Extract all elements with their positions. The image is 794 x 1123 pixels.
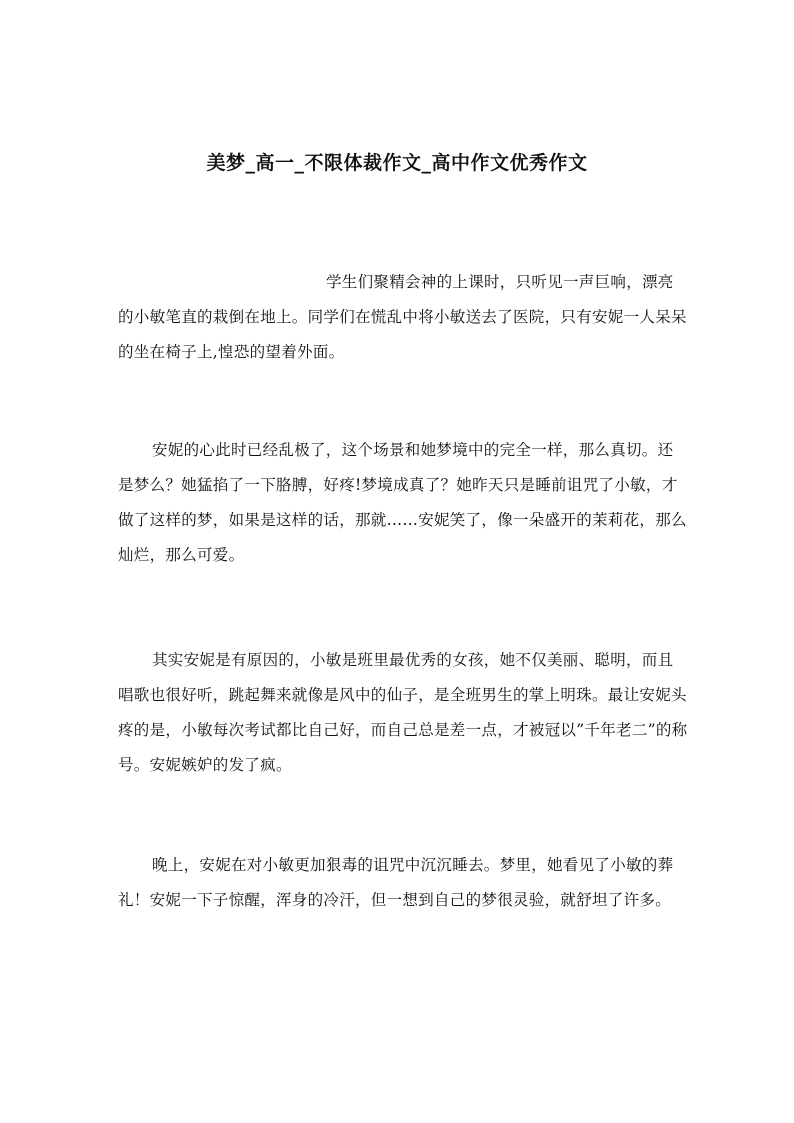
paragraph-1: 学生们聚精会神的上课时，只听见一声巨响，漂亮的小敏笔直的栽倒在地上。同学们在慌乱中将小敏送去了医院，只有安妮一人呆呆的坐在椅子上,惶恐的望着外面。: [118, 273, 687, 361]
paragraph-3: 其实安妮是有原因的，小敏是班里最优秀的女孩，她不仅美丽、聪明，而且唱歌也很好听，跳起舞来就像是风中的仙子，是全班男生的掌上明珠。最让安妮头疼的是，小敏每次考试都比自己好，而自己总是差一点，才被冠以”千年老二”的称号。安妮嫉妒的发了疯。: [118, 651, 688, 774]
paragraph-2: 安妮的心此时已经乱极了，这个场景和她梦境中的完全一样，那么真切。还是梦么？她猛掐了一下胳膊，好疼!梦境成真了？她昨天只是睡前诅咒了小敏，才做了这样的梦，如果是这样的话，那就……安妮笑了，像一朵盛开的茉莉花，那么灿烂，那么可爱。: [118, 441, 687, 564]
paragraph-4: 晚上，安妮在对小敏更加狠毒的诅咒中沉沉睡去。梦里，她看见了小敏的葬礼！安妮一下子惊醒，浑身的冷汗，但一想到自己的梦很灵验，就舒坦了许多。: [118, 856, 674, 909]
document-title: 美梦_高一_不限体裁作文_高中作文优秀作文: [206, 152, 588, 174]
